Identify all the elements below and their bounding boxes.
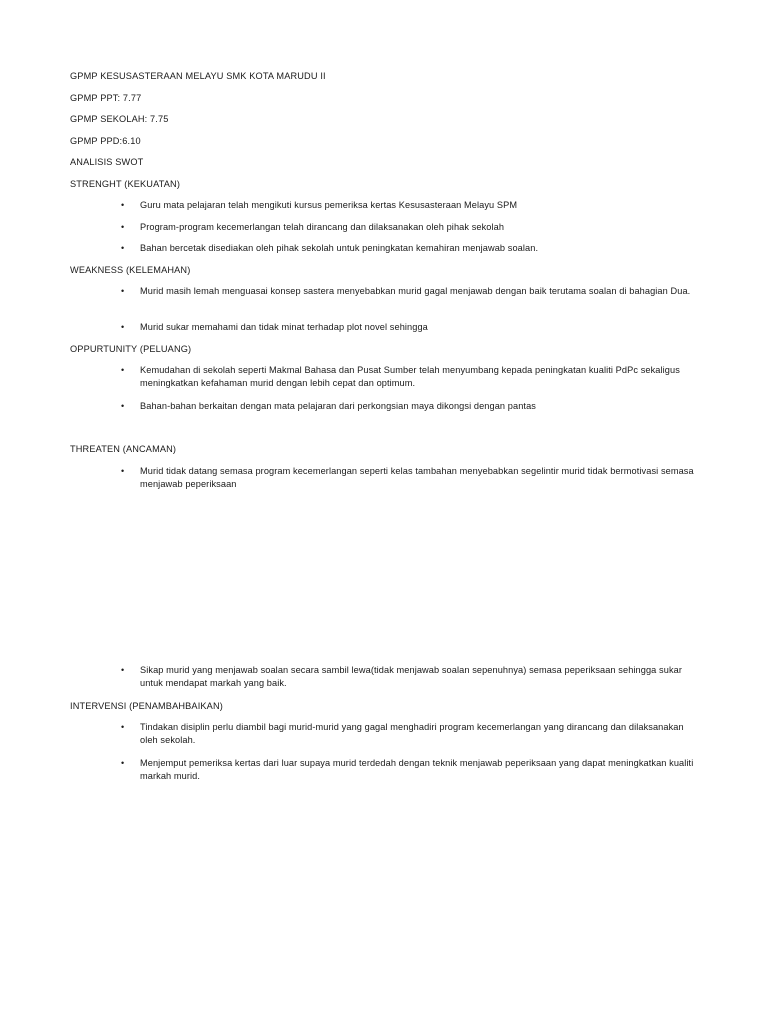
- list-item-text: Bahan-bahan berkaitan dengan mata pelajaran dari perkongsian maya dikongsi dengan pantas: [140, 401, 536, 411]
- list-item: [121, 221, 695, 234]
- threat-heading: THREATEN (ANCAMAN): [70, 444, 177, 454]
- gpmp-ppd: GPMP PPD:6.10: [70, 136, 141, 146]
- list-item-text: Murid sukar memahami dan tidak minat terhadap plot novel sehingga: [140, 322, 428, 332]
- gpmp-ppt: GPMP PPT: 7.77: [70, 93, 142, 103]
- weakness-heading: WEAKNESS (KELEMAHAN): [70, 265, 191, 275]
- list-item: [121, 321, 695, 334]
- list-item-text: Bahan bercetak disediakan oleh pihak sekolah untuk peningkatan kemahiran menjawab soalan.: [140, 243, 539, 253]
- bullet-icon: •: [121, 322, 125, 332]
- list-item-text: Sikap murid yang menjawab soalan secara sambil lewa(tidak menjawab soalan sepenuhnya) semasa peperiksaan sehingga sukar untuk mendapat markah yang baik.: [140, 665, 683, 688]
- bullet-icon: •: [121, 243, 125, 253]
- list-item: [121, 285, 695, 298]
- list-item-text: Murid masih lemah menguasai konsep sastera menyebabkan murid gagal menjawab dengan baik terutama soalan di bahagian Dua.: [140, 286, 691, 296]
- bullet-icon: •: [121, 365, 125, 375]
- bullet-icon: •: [121, 401, 125, 411]
- bullet-icon: •: [121, 286, 125, 296]
- list-item: [121, 199, 695, 212]
- list-item: [121, 465, 695, 491]
- bullet-icon: •: [121, 758, 125, 768]
- bullet-icon: •: [121, 466, 125, 476]
- list-item-text: Kemudahan di sekolah seperti Makmal Bahasa dan Pusat Sumber telah menyumbang kepada peningkatan kualiti PdPc sekaligus meningkatkan kefahaman murid dengan lebih cepat dan optimum.: [140, 365, 680, 388]
- list-item-text: Menjemput pemeriksa kertas dari luar supaya murid terdedah dengan teknik menjawab peperiksaan yang dapat meningkatkan kualiti markah murid.: [140, 758, 694, 781]
- analisis-heading: ANALISIS SWOT: [70, 157, 144, 167]
- list-item-text: Tindakan disiplin perlu diambil bagi murid-murid yang gagal menghadiri program kecemerlangan yang dirancang dan dilaksanakan oleh sekolah.: [140, 722, 684, 745]
- bullet-icon: •: [121, 222, 125, 232]
- gpmp-sekolah: GPMP SEKOLAH: 7.75: [70, 114, 169, 124]
- list-item-text: Guru mata pelajaran telah mengikuti kursus pemeriksa kertas Kesusasteraan Melayu SPM: [140, 200, 518, 210]
- intervensi-heading: INTERVENSI (PENAMBAHBAIKAN): [70, 701, 223, 711]
- list-item: [121, 364, 695, 390]
- bullet-icon: •: [121, 200, 125, 210]
- document-title: GPMP KESUSASTERAAN MELAYU SMK KOTA MARUDU II: [70, 71, 326, 81]
- list-item-text: Program-program kecemerlangan telah dirancang dan dilaksanakan oleh pihak sekolah: [140, 222, 505, 232]
- list-item: [121, 664, 695, 690]
- list-item: [121, 721, 695, 747]
- list-item: [121, 242, 695, 255]
- list-item: [121, 400, 695, 413]
- list-item: [121, 757, 695, 783]
- bullet-icon: •: [121, 722, 125, 732]
- strength-heading: STRENGHT (KEKUATAN): [70, 179, 181, 189]
- bullet-icon: •: [121, 665, 125, 675]
- list-item-text: Murid tidak datang semasa program kecemerlangan seperti kelas tambahan menyebabkan segelintir murid tidak bermotivasi semasa menjawab peperiksaan: [140, 466, 694, 489]
- opportunity-heading: OPPURTUNITY (PELUANG): [70, 344, 192, 354]
